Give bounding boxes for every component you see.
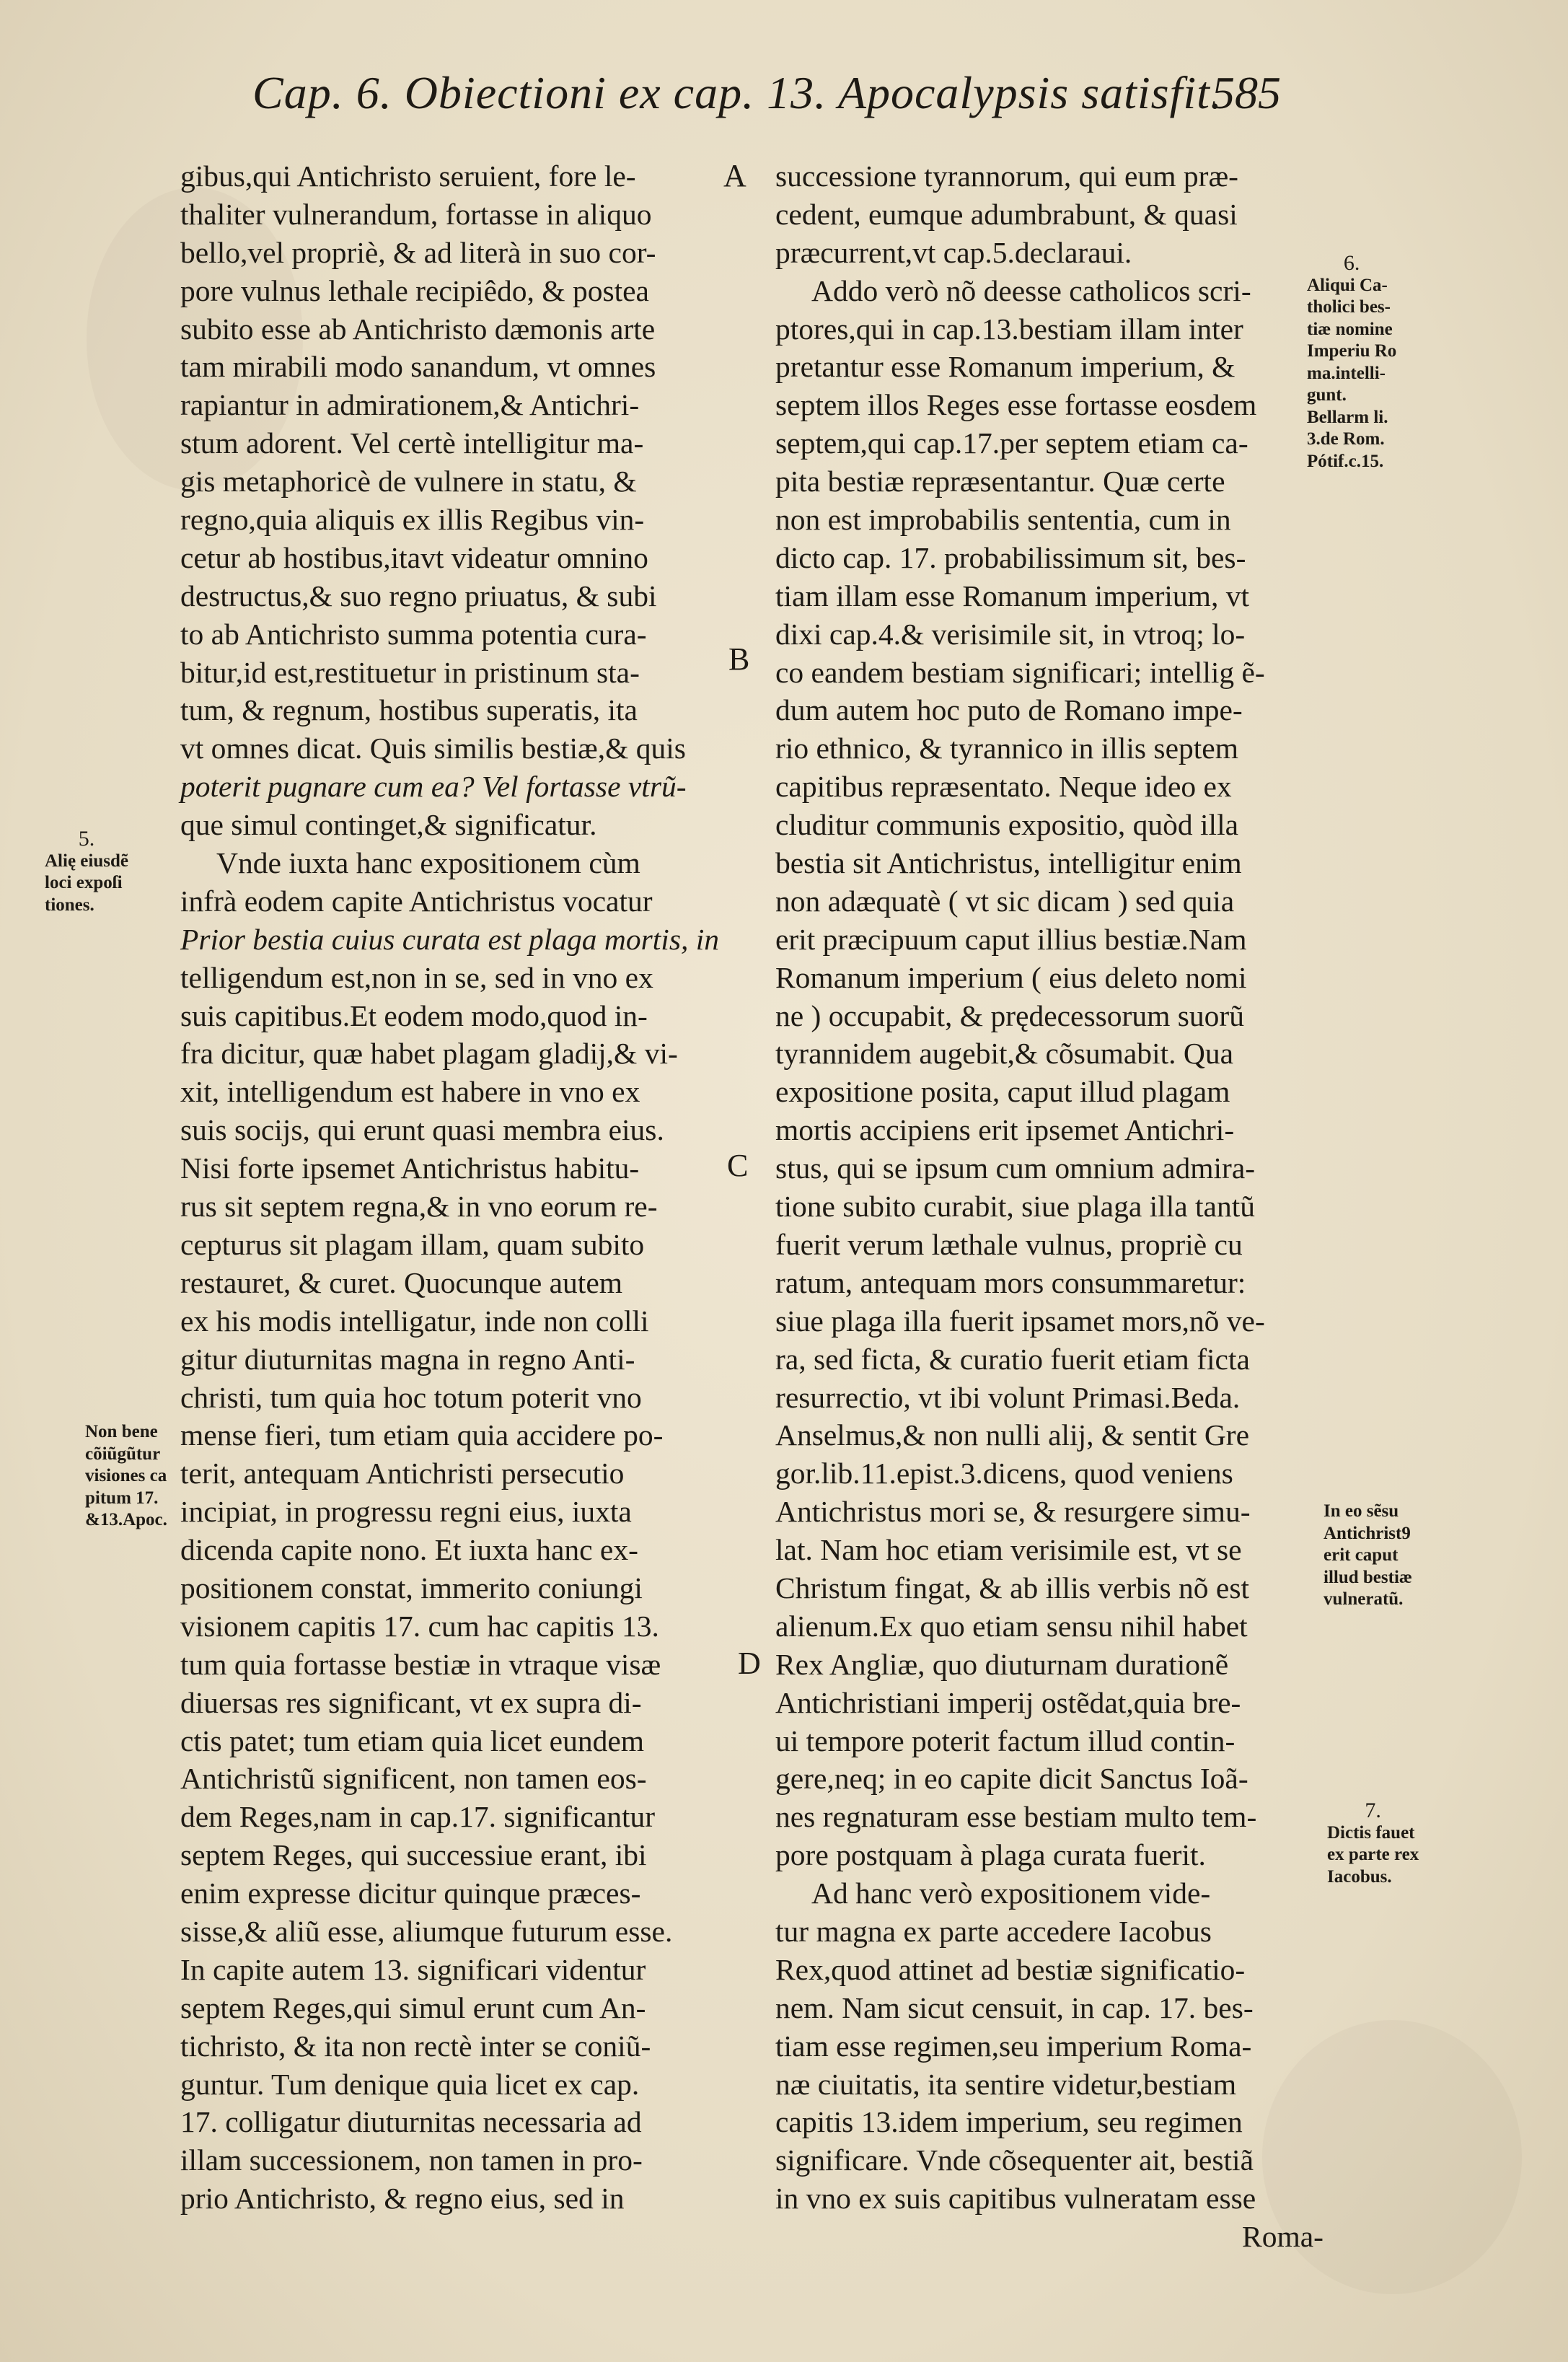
text-line: lat. Nam hoc etiam verisimile est, vt se [775, 1533, 1242, 1567]
text-line: destructus,& suo regno priuatus, & subi [180, 579, 657, 613]
margin-note-line: gunt. [1307, 385, 1347, 405]
text-line: mense fieri, tum etiam quia accidere po- [180, 1418, 664, 1452]
text-line: significare. Vnde cõsequenter ait, bestiã [775, 2143, 1254, 2177]
margin-note-line: Alię eiusdẽ [45, 851, 128, 871]
text-line: fra dicitur, quæ habet plagam gladij,& vi- [180, 1037, 678, 1071]
text-line: bello,vel propriè, & ad literà in suo cor- [180, 235, 656, 269]
margin-note-line: In eo sẽsu [1323, 1501, 1399, 1521]
text-line: cedent, eumque adumbrabunt, & quasi [775, 197, 1238, 231]
margin-note-line: Imperiu Ro [1307, 341, 1397, 361]
text-line: dicto cap. 17. probabilissimum sit, bes- [775, 540, 1246, 574]
text-line: subito esse ab Antichristo dæmonis arte [180, 312, 656, 346]
text-line: que simul continget,& significatur. [180, 808, 597, 842]
margin-note-line: Non bene [85, 1422, 158, 1441]
text-line: successione tyrannorum, qui eum præ- [775, 159, 1238, 193]
margin-note-number: 6. [1343, 251, 1360, 275]
margin-note-line: visiones ca [85, 1466, 167, 1485]
text-line: infrà eodem capite Antichristus vocatur [180, 884, 653, 918]
text-line: tiam esse regimen,seu imperium Roma- [775, 2029, 1252, 2063]
text-line: rus sit septem regna,& in vno eorum re- [180, 1190, 658, 1224]
text-line: Christum fingat, & ab illis verbis nõ est [775, 1571, 1250, 1604]
text-line: rio ethnico, & tyrannico in illis septem [775, 732, 1238, 765]
text-line: guntur. Tum denique quia licet ex cap. [180, 2067, 640, 2101]
text-line: pretantur esse Romanum imperium, & [775, 350, 1236, 384]
margin-note-line: Bellarm li. [1307, 407, 1388, 427]
margin-note-line: tholici bes- [1307, 297, 1391, 317]
text-line: mortis accipiens erit ipsemet Antichri- [775, 1113, 1235, 1147]
right-column [775, 157, 1323, 2256]
text-line: gis metaphoricè de vulnere in statu, & [180, 465, 637, 499]
margin-note-line: vulneratũ. [1323, 1589, 1404, 1609]
text-line: bitur,id est,restituetur in pristinum sta- [180, 655, 640, 689]
margin-note-line: Iacobus. [1327, 1866, 1392, 1887]
text-line: fuerit verum læthale vulnus, propriè cu [775, 1227, 1243, 1261]
text-line: terit, antequam Antichristi persecutio [180, 1457, 625, 1490]
margin-note-5 [45, 828, 128, 916]
text-line: In capite autem 13. significari videntur [180, 1952, 646, 1986]
margin-note-line: tiones. [45, 895, 94, 915]
margin-note-number: 7. [1365, 1799, 1381, 1822]
text-line: ratum, antequam mors consummaretur: [775, 1265, 1246, 1299]
text-line: cetur ab hostibus,itavt videatur omnino [180, 540, 648, 574]
text-line: positionem constat, immerito coniungi [180, 1571, 643, 1604]
text-line: Addo verò nõ deesse catholicos scri- [811, 273, 1251, 307]
text-line: tam mirabili modo sanandum, vt omnes [180, 350, 656, 384]
text-line: næ ciuitatis, ita sentire videtur,bestiam [775, 2067, 1237, 2101]
text-line: non adæquatè ( vt sic dicam ) sed quia [775, 884, 1235, 918]
margin-note-number: 5. [78, 827, 95, 851]
text-line: ne ) occupabit, & prędecessorum suorũ [775, 998, 1244, 1032]
text-line: dicenda capite nono. Et iuxta hanc ex- [180, 1533, 638, 1567]
text-line: restauret, & curet. Quocunque autem [180, 1265, 623, 1299]
margin-note-6 [1307, 253, 1396, 473]
text-line: gibus,qui Antichristo seruient, fore le- [180, 159, 636, 193]
text-line: gitur diuturnitas magna in regno Anti- [180, 1342, 635, 1376]
text-line: pore vulnus lethale recipiêdo, & postea [180, 273, 649, 307]
margin-note-in-eo [1323, 1501, 1412, 1611]
text-line: visionem capitis 17. cum hac capitis 13. [180, 1609, 659, 1643]
text-line: pita bestiæ repræsentantur. Quæ certe [775, 465, 1225, 499]
text-line: tum quia fortasse bestiæ in vtraque visæ [180, 1647, 661, 1681]
text-line: in vno ex suis capitibus vulneratam esse [775, 2182, 1256, 2216]
text-line: cepturus sit plagam illam, quam subito [180, 1227, 645, 1261]
text-line: prio Antichristo, & regno eius, sed in [180, 2182, 625, 2216]
text-line: septem Reges, qui successiue erant, ibi [180, 1838, 647, 1872]
text-line: Rex,quod attinet ad bestiæ significatio- [775, 1952, 1246, 1986]
margin-note-7 [1327, 1800, 1419, 1888]
text-line: dixi cap.4.& verisimile sit, in vtroq; lo- [775, 617, 1246, 651]
text-line: Rex Angliæ, quo diuturnam durationẽ [775, 1647, 1229, 1681]
text-line: thaliter vulnerandum, fortasse in aliquo [180, 197, 652, 231]
text-line: illam successionem, non tamen in pro- [180, 2143, 643, 2177]
margin-note-line: Pótif.c.15. [1307, 451, 1384, 471]
text-line: Prior bestia cuius curata est plaga mortis, in [180, 922, 719, 956]
text-line: ra, sed ficta, & curatio fuerit etiam ficta [775, 1342, 1250, 1376]
running-title: Cap. 6. Obiectioni ex cap. 13. Apocalypsis satisfit. [252, 67, 1223, 118]
text-line: præcurrent,vt cap.5.declaraui. [775, 235, 1132, 269]
column-letter-d: D [738, 1646, 761, 1681]
margin-note-line: tiæ nomine [1307, 319, 1393, 339]
text-line: resurrectio, vt ibi volunt Primasi.Beda. [775, 1380, 1241, 1414]
text-line: Ad hanc verò expositionem vide- [811, 1876, 1211, 1910]
text-line: christi, tum quia hoc totum poterit vno [180, 1380, 642, 1414]
text-line: stum adorent. Vel certè intelligitur ma- [180, 426, 644, 460]
text-line: capitibus repræsentato. Neque ideo ex [775, 770, 1232, 804]
text-line: Antichristũ significent, non tamen eos- [180, 1762, 647, 1796]
text-line: rapiantur in admirationem,& Antichri- [180, 388, 640, 422]
margin-note-line: pitum 17. [85, 1488, 159, 1508]
text-line: tyrannidem augebit,& cõsumabit. Qua [775, 1037, 1234, 1071]
text-line: ex his modis intelligatur, inde non colli [180, 1304, 649, 1338]
text-line: Antichristiani imperij ostẽdat,quia bre- [775, 1685, 1241, 1719]
column-letter-a: A [723, 158, 746, 193]
text-line: diuersas res significant, vt ex supra di- [180, 1685, 642, 1719]
text-line: Romanum imperium ( eius deleto nomi [775, 960, 1247, 994]
margin-note-line: ma.intelli- [1307, 363, 1386, 383]
text-line: bestia sit Antichristus, intelligitur enim [775, 846, 1242, 880]
text-line: capitis 13.idem imperium, seu regimen [775, 2105, 1243, 2139]
text-line: tichristo, & ita non rectè inter se coniũ- [180, 2029, 651, 2063]
text-line: ptores,qui in cap.13.bestiam illam inter [775, 312, 1243, 346]
text-line: dem Reges,nam in cap.17. significantur [180, 1800, 656, 1834]
text-line: dum autem hoc puto de Romano impe- [775, 693, 1243, 727]
text-line: nem. Nam sicut censuit, in cap. 17. bes- [775, 1990, 1254, 2024]
text-line: suis capitibus.Et eodem modo,quod in- [180, 998, 648, 1032]
margin-note-line: &13.Apoc. [85, 1510, 167, 1529]
margin-note-line: 3.de Rom. [1307, 429, 1385, 449]
margin-note-line: erit caput [1323, 1545, 1399, 1565]
text-line: alienum.Ex quo etiam sensu nihil habet [775, 1609, 1248, 1643]
text-line: suis socijs, qui erunt quasi membra eius. [180, 1113, 664, 1147]
text-line: gor.lib.11.epist.3.dicens, quod veniens [775, 1457, 1233, 1490]
text-line: siue plaga illa fuerit ipsamet mors,nõ ve- [775, 1304, 1265, 1338]
text-line: incipiat, in progressu regni eius, iuxta [180, 1495, 632, 1529]
text-line: gere,neq; in eo capite dicit Sanctus Ioã- [775, 1762, 1248, 1796]
text-line: regno,quia aliquis ex illis Regibus vin- [180, 503, 645, 537]
text-line: non est improbabilis sententia, cum in [775, 503, 1231, 537]
text-line: to ab Antichristo summa potentia cura- [180, 617, 647, 651]
margin-note-line: illud bestiæ [1323, 1567, 1412, 1587]
text-line: Vnde iuxta hanc expositionem cùm [216, 846, 640, 880]
text-line: Nisi forte ipsemet Antichristus habitu- [180, 1151, 640, 1185]
text-line: sisse,& aliũ esse, aliumque futurum esse. [180, 1914, 673, 1948]
margin-note-non-bene [85, 1421, 167, 1532]
text-line: enim expresse dicitur quinque præces- [180, 1876, 641, 1910]
margin-note-line: Antichrist9 [1323, 1523, 1411, 1543]
text-line: pore postquam à plaga curata fuerit. [775, 1838, 1206, 1872]
text-line: nes regnaturam esse bestiam multo tem- [775, 1800, 1257, 1834]
text-line: tiam illam esse Romanum imperium, vt [775, 579, 1249, 613]
text-line: cluditur communis expositio, quòd illa [775, 808, 1239, 842]
margin-note-line: Aliqui Ca- [1307, 275, 1388, 295]
text-line: 17. colligatur diuturnitas necessaria ad [180, 2105, 642, 2139]
column-letter-c: C [727, 1148, 749, 1183]
text-line: Antichristus mori se, & resurgere simu- [775, 1495, 1251, 1529]
text-line: vt omnes dicat. Quis similis bestiæ,& quis [180, 732, 686, 765]
text-line: Roma- [1242, 2220, 1323, 2254]
text-line: ui tempore poterit factum illud contin- [775, 1724, 1236, 1757]
text-line: expositione posita, caput illud plagam [775, 1075, 1230, 1109]
text-line: telligendum est,non in se, sed in vno ex [180, 960, 653, 994]
text-line: septem,qui cap.17.per septem etiam ca- [775, 426, 1248, 460]
text-line: tur magna ex parte accedere Iacobus [775, 1914, 1212, 1948]
page-number: 585 [1212, 67, 1281, 118]
left-column [180, 157, 725, 2218]
margin-note-line: Dictis fauet [1327, 1822, 1415, 1843]
text-line: poterit pugnare cum ea? Vel fortasse vtrũ- [180, 770, 687, 804]
text-line: septem Reges,qui simul erunt cum An- [180, 1990, 646, 2024]
text-line: Anselmus,& non nulli alij, & sentit Gre [775, 1418, 1250, 1452]
margin-note-line: loci expoſi [45, 873, 123, 892]
text-line: erit præcipuum caput illius bestiæ.Nam [775, 922, 1247, 956]
text-line: ctis patet; tum etiam quia licet eundem [180, 1724, 645, 1757]
text-line: tum, & regnum, hostibus superatis, ita [180, 693, 638, 727]
text-line: co eandem bestiam significari; intellig ẽ- [775, 655, 1265, 689]
margin-note-line: cõiũgũtur [85, 1444, 161, 1464]
text-line: stus, qui se ipsum cum omnium admira- [775, 1151, 1256, 1185]
margin-note-line: ex parte rex [1327, 1845, 1419, 1864]
text-line: tione subito curabit, siue plaga illa tantũ [775, 1190, 1255, 1224]
text-line: septem illos Reges esse fortasse eosdem [775, 388, 1257, 422]
text-line: xit, intelligendum est habere in vno ex [180, 1075, 640, 1109]
column-letter-b: B [728, 641, 750, 677]
